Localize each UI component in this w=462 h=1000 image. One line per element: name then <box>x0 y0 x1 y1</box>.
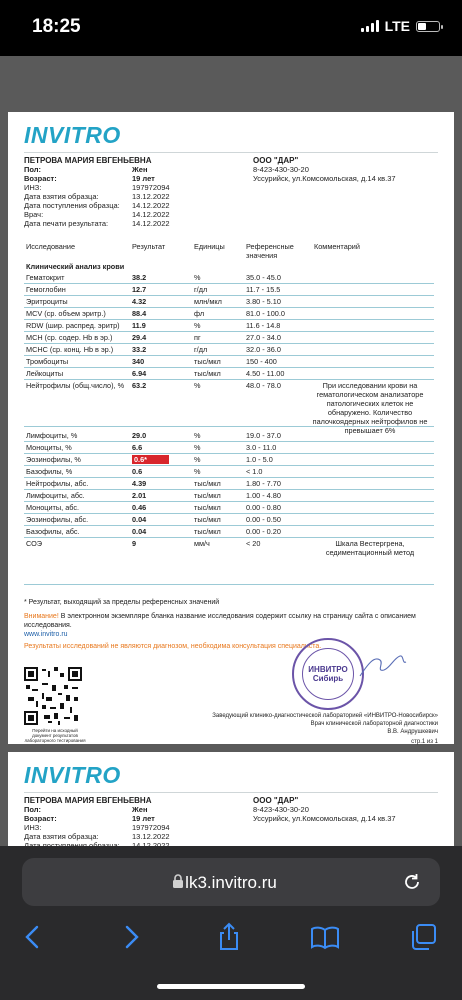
test-reference: < 20 <box>246 539 261 548</box>
test-unit: тыс/мкл <box>194 515 221 524</box>
test-name: Базофилы, % <box>26 467 73 476</box>
test-result: 0.6 <box>132 467 143 476</box>
qr-code[interactable] <box>24 667 82 725</box>
stamp-line2: Сибирь <box>312 674 344 683</box>
test-unit: г/дл <box>194 285 208 294</box>
field-value: 197972094 <box>132 823 170 832</box>
test-unit: тыс/мкл <box>194 479 221 488</box>
test-result: 2.01 <box>132 491 147 500</box>
patient-name: ПЕТРОВА МАРИЯ ЕВГЕНЬЕВНА <box>24 156 152 165</box>
test-reference: 11.7 - 15.5 <box>246 285 281 294</box>
test-reference: 3.80 - 5.10 <box>246 297 281 306</box>
section-title: Клинический анализ крови <box>26 262 125 271</box>
signature-line3: В.В. Андрушкевич <box>387 729 438 735</box>
test-name: Тромбоциты <box>26 357 69 366</box>
table-row <box>24 356 434 368</box>
test-result: 4.32 <box>132 297 147 306</box>
test-name: Моноциты, абс. <box>26 503 80 512</box>
network-label: LTE <box>384 18 410 34</box>
header-unit: Единицы <box>194 242 225 251</box>
field-label: Дата взятия образца: <box>24 832 99 841</box>
test-reference: 48.0 - 78.0 <box>246 381 281 390</box>
table-row <box>24 526 434 538</box>
table-row <box>24 502 434 514</box>
test-unit: мм/ч <box>194 539 210 548</box>
reload-icon[interactable] <box>402 872 422 892</box>
test-unit: % <box>194 381 201 390</box>
test-reference: 1.00 - 4.80 <box>246 491 281 500</box>
disclaimer: Результаты исследований не являются диагнозом, необходима консультация специалиста. <box>24 643 322 650</box>
test-name: RDW (шир. распред. эритр) <box>26 321 120 330</box>
test-result: 33.2 <box>132 345 147 354</box>
test-result: 6.94 <box>132 369 147 378</box>
field-value: Жен <box>132 165 148 174</box>
website-link[interactable]: www.invitro.ru <box>24 631 68 638</box>
table-row <box>24 514 434 526</box>
field-label: ИНЗ: <box>24 183 42 192</box>
test-result: 29.0 <box>132 431 147 440</box>
table-row <box>24 332 434 344</box>
attention-note <box>24 612 434 630</box>
test-reference: 3.0 - 11.0 <box>246 443 277 452</box>
signature <box>358 650 408 680</box>
url-text: lk3.invitro.ru <box>185 873 277 892</box>
test-reference: 27.0 - 34.0 <box>246 333 281 342</box>
test-reference: 81.0 - 100.0 <box>246 309 285 318</box>
field-label: Дата взятия образца: <box>24 192 99 201</box>
table-row <box>24 478 434 490</box>
org-phone: 8-423-430-30-20 <box>253 165 309 174</box>
table-row <box>24 442 434 454</box>
field-label: Дата поступления образца: <box>24 201 120 210</box>
test-reference: 19.0 - 37.0 <box>246 431 281 440</box>
browser-bar <box>0 846 462 1000</box>
status-time: 18:25 <box>32 16 81 37</box>
test-result: 0.04 <box>132 527 147 536</box>
test-result: 38.2 <box>132 273 147 282</box>
test-name: Гематокрит <box>26 273 65 282</box>
test-reference: 0.00 - 0.20 <box>246 527 281 536</box>
share-icon[interactable] <box>214 922 244 952</box>
test-result: 0.6* <box>132 455 169 464</box>
header-divider <box>24 152 438 153</box>
table-row <box>24 454 434 466</box>
qr-caption: Перейти на исходный документ результатов лабораторного тестирования <box>24 728 86 743</box>
document-page-1 <box>8 112 454 744</box>
org-address: Уссурийск, ул.Комсомольская, д.14 кв.37 <box>253 814 396 823</box>
back-icon[interactable] <box>18 922 48 952</box>
test-unit: г/дл <box>194 345 208 354</box>
org-address: Уссурийск, ул.Комсомольская, д.14 кв.37 <box>253 174 396 183</box>
test-comment: Шкала Вестергрена, седиментационный метод <box>325 539 415 557</box>
document-viewer[interactable] <box>0 56 462 846</box>
test-result: 88.4 <box>132 309 147 318</box>
test-unit: % <box>194 431 201 440</box>
test-reference: < 1.0 <box>246 467 263 476</box>
attention-label: Внимание! <box>24 613 59 620</box>
test-name: Гемоглобин <box>26 285 66 294</box>
table-row <box>24 430 434 442</box>
test-comment: При исследовании крови на гематологическом анализаторе патологических клеток не обнаружено. Количество палочкоядерных нейтрофилов не превышает 6% <box>312 381 428 435</box>
header-comment: Комментарий <box>314 242 360 251</box>
test-unit: % <box>194 443 201 452</box>
test-result: 0.04 <box>132 515 147 524</box>
table-row <box>24 490 434 502</box>
forward-icon[interactable] <box>116 922 146 952</box>
test-name: Базофилы, абс. <box>26 527 80 536</box>
test-unit: % <box>194 455 201 464</box>
test-name: MCHC (ср. конц. Hb в эр.) <box>26 345 114 354</box>
field-value: 19 лет <box>132 814 155 823</box>
table-row <box>24 320 434 332</box>
test-reference: 32.0 - 36.0 <box>246 345 281 354</box>
test-result: 0.46 <box>132 503 147 512</box>
invitro-logo: INVITRO <box>24 122 121 148</box>
test-result: 12.7 <box>132 285 147 294</box>
test-unit: % <box>194 273 201 282</box>
test-name: Эозинофилы, абс. <box>26 515 89 524</box>
test-name: Моноциты, % <box>26 443 72 452</box>
test-name: Лимфоциты, абс. <box>26 491 85 500</box>
test-result: 340 <box>132 357 145 366</box>
field-label: Возраст: <box>24 174 57 183</box>
test-result: 9 <box>132 539 137 548</box>
table-row <box>24 272 434 284</box>
field-label: Врач: <box>24 210 44 219</box>
invitro-logo: INVITRO <box>24 762 121 788</box>
status-bar <box>0 0 462 56</box>
test-unit: тыс/мкл <box>194 503 221 512</box>
header-reference: Референсные значения <box>246 242 294 260</box>
field-label: Пол: <box>24 805 42 814</box>
field-label: Дата печати результата: <box>24 219 109 228</box>
test-name: Лейкоциты <box>26 369 64 378</box>
browser-toolbar <box>0 918 462 958</box>
footnote: * Результат, выходящий за пределы референсных значений <box>24 599 220 606</box>
test-name: Эозинофилы, % <box>26 455 81 464</box>
patient-name: ПЕТРОВА МАРИЯ ЕВГЕНЬЕВНА <box>24 796 152 805</box>
field-label: ИНЗ: <box>24 823 42 832</box>
home-indicator <box>157 984 305 989</box>
test-result: 11.9 <box>132 321 146 330</box>
test-name: MCV (ср. объем эритр.) <box>26 309 106 318</box>
test-unit: тыс/мкл <box>194 527 221 536</box>
table-row <box>24 308 434 320</box>
tabs-icon[interactable] <box>408 922 438 952</box>
test-unit: тыс/мкл <box>194 491 221 500</box>
field-value: 13.12.2022 <box>132 192 170 201</box>
test-reference: 0.00 - 0.80 <box>246 503 281 512</box>
test-reference: 11.6 - 14.8 <box>246 321 281 330</box>
test-reference: 4.50 - 11.00 <box>246 369 285 378</box>
test-name: MCH (ср. содер. Hb в эр.) <box>26 333 113 342</box>
org-name: ООО "ДАР" <box>253 156 299 165</box>
test-unit: % <box>194 321 201 330</box>
test-name: Нейтрофилы (общ.число), % <box>26 381 125 390</box>
field-value: 13.12.2022 <box>132 832 170 841</box>
table-row <box>24 284 434 296</box>
stamp-line1: ИНВИТРО <box>308 665 348 674</box>
field-label: Возраст: <box>24 814 57 823</box>
test-reference: 0.00 - 0.50 <box>246 515 281 524</box>
org-name: ООО "ДАР" <box>253 796 299 805</box>
test-result: 29.4 <box>132 333 147 342</box>
test-name: Эритроциты <box>26 297 68 306</box>
test-unit: тыс/мкл <box>194 357 221 366</box>
test-result: 6.6 <box>132 443 143 452</box>
table-row <box>24 344 434 356</box>
test-name: Нейтрофилы, абс. <box>26 479 89 488</box>
test-unit: тыс/мкл <box>194 369 221 378</box>
status-indicators <box>361 18 440 34</box>
signature-line2: Врач клинической лабораторной диагностики <box>310 721 438 727</box>
org-phone: 8-423-430-30-20 <box>253 805 309 814</box>
bookmarks-icon[interactable] <box>310 922 340 952</box>
signature-line1: Заведующий клинико-диагностической лабораторией «ИНВИТРО-Новосибирск» <box>212 713 438 719</box>
test-reference: 1.0 - 5.0 <box>246 455 273 464</box>
test-reference: 1.80 - 7.70 <box>246 479 281 488</box>
table-row <box>24 538 434 585</box>
header-test: Исследование <box>26 242 76 251</box>
test-reference: 150 - 400 <box>246 357 277 366</box>
attention-text: В электронном экземпляре бланка название исследования содержит ссылку на страницу сайта с описанием исследования. <box>24 613 416 629</box>
table-row <box>24 296 434 308</box>
test-name: Лимфоциты, % <box>26 431 78 440</box>
test-unit: фл <box>194 309 205 318</box>
field-value: 19 лет <box>132 174 155 183</box>
field-value: 14.12.2022 <box>132 201 170 210</box>
page-number: стр.1 из 1 <box>411 739 438 745</box>
test-result: 63.2 <box>132 381 147 390</box>
test-name: СОЭ <box>26 539 43 548</box>
signal-icon <box>361 20 379 32</box>
test-result: 4.39 <box>132 479 147 488</box>
address-bar[interactable] <box>22 858 440 906</box>
field-label: Пол: <box>24 165 42 174</box>
table-row <box>24 466 434 478</box>
table-row <box>24 380 434 435</box>
field-value: 14.12.2022 <box>132 210 170 219</box>
field-value: Жен <box>132 805 148 814</box>
header-divider <box>24 792 438 793</box>
table-row <box>24 368 434 380</box>
field-value: 197972094 <box>132 183 170 192</box>
lab-stamp <box>292 638 364 710</box>
test-reference: 35.0 - 45.0 <box>246 273 281 282</box>
test-unit: пг <box>194 333 201 342</box>
test-unit: млн/мкл <box>194 297 222 306</box>
test-unit: % <box>194 467 201 476</box>
battery-icon <box>416 21 440 32</box>
header-result: Результат <box>132 242 166 251</box>
field-value: 14.12.2022 <box>132 219 170 228</box>
